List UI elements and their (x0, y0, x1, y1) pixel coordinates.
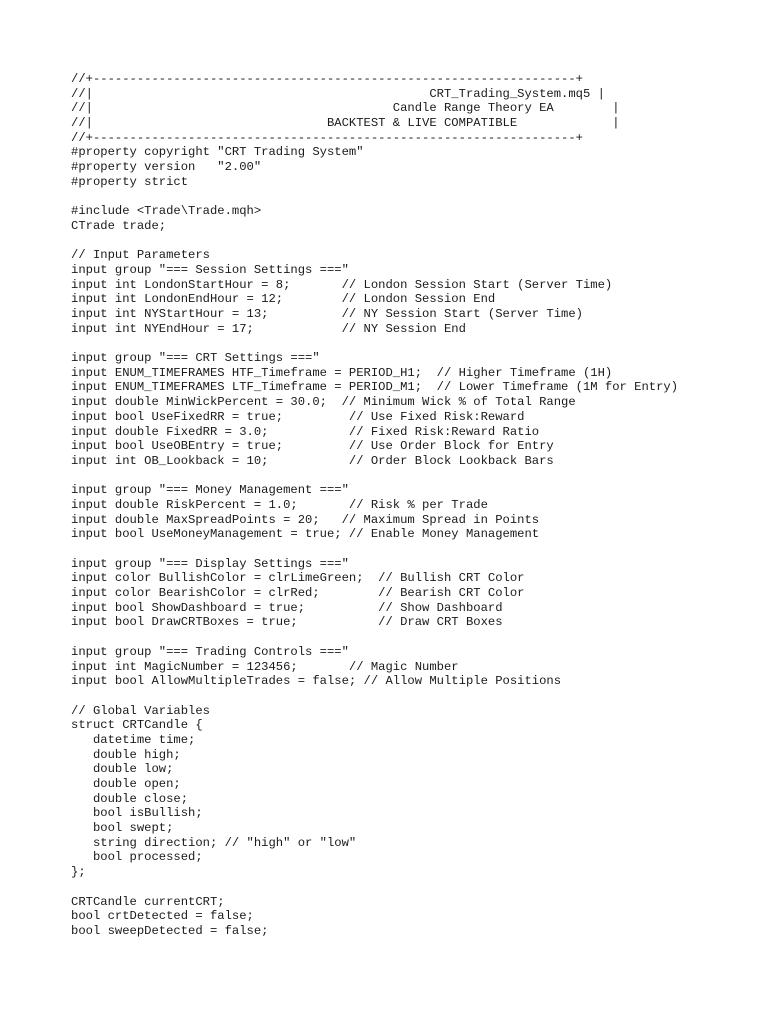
code-line: // Input Parameters (71, 248, 210, 263)
code-line: input double FixedRR = 3.0; // Fixed Risk:Reward Ratio (71, 424, 540, 439)
code-line: input bool UseMoneyManagement = true; // Enable Money Management (71, 527, 540, 542)
code-line: input bool DrawCRTBoxes = true; // Draw CRT Boxes (71, 615, 503, 630)
code-line: input group "=== Session Settings ===" (71, 262, 349, 277)
code-line: //+------------------------------------------------------------------+ (71, 72, 583, 86)
code-line: #property copyright "CRT Trading System" (71, 145, 364, 160)
code-line: string direction; // "high" or "low" (71, 835, 357, 850)
code-line: input bool UseOBEntry = true; // Use Order Block for Entry (71, 439, 554, 454)
code-line: input color BearishColor = clrRed; // Bearish CRT Color (71, 586, 525, 601)
code-line: input bool ShowDashboard = true; // Show Dashboard (71, 600, 503, 615)
code-line: input int MagicNumber = 123456; // Magic Number (71, 659, 459, 674)
code-line: //| Candle Range Theory EA | (71, 101, 620, 116)
code-line: input int LondonEndHour = 12; // London Session End (71, 292, 496, 307)
code-line: double high; (71, 747, 181, 762)
code-line: input int LondonStartHour = 8; // London Session Start (Server Time) (71, 277, 613, 292)
code-line (71, 880, 678, 895)
code-line: input double MinWickPercent = 30.0; // Minimum Wick % of Total Range (71, 395, 576, 410)
code-line: bool sweepDetected = false; (71, 923, 269, 938)
code-line: //+------------------------------------------------------------------+ (71, 130, 583, 145)
code-line: input bool UseFixedRR = true; // Use Fixed Risk:Reward (71, 409, 525, 424)
code-line: input group "=== Display Settings ===" (71, 556, 349, 571)
code-line (71, 190, 678, 205)
code-line: input int NYStartHour = 13; // NY Session Start (Server Time) (71, 307, 583, 321)
code-line: CTrade trade; (71, 218, 167, 233)
code-line (71, 689, 678, 704)
code-line: input int NYEndHour = 17; // NY Session End (71, 321, 466, 336)
code-line: struct CRTCandle { (71, 718, 203, 733)
code-line (71, 234, 678, 249)
code-line: double low; (71, 762, 174, 777)
code-line: input int OB_Lookback = 10; // Order Block Lookback Bars (71, 453, 554, 468)
code-line (71, 469, 678, 484)
code-line: bool isBullish; (71, 806, 203, 821)
code-line: input ENUM_TIMEFRAMES LTF_Timeframe = PERIOD_M1; // Lower Timeframe (1M for Entry) (71, 380, 679, 395)
code-line: #property strict (71, 174, 189, 189)
code-line: input group "=== Money Management ===" (71, 483, 349, 498)
code-line: bool swept; (71, 821, 174, 836)
code-line: input double RiskPercent = 1.0; // Risk % per Trade (71, 497, 488, 512)
code-line: //| BACKTEST & LIVE COMPATIBLE | (71, 116, 620, 131)
code-line (71, 630, 678, 645)
code-line: }; (71, 865, 86, 880)
code-line (71, 336, 678, 351)
code-line: input group "=== CRT Settings ===" (71, 351, 320, 366)
code-line: #include <Trade\Trade.mqh> (71, 204, 262, 219)
code-line: input color BullishColor = clrLimeGreen; // Bullish CRT Color (71, 571, 525, 586)
code-line (71, 542, 678, 557)
code-line: datetime time; (71, 732, 196, 747)
code-line: double open; (71, 777, 181, 791)
code-line: input bool AllowMultipleTrades = false; // Allow Multiple Positions (71, 674, 562, 689)
code-line: // Global Variables (71, 703, 210, 718)
code-line: double close; (71, 791, 189, 806)
code-line: #property version "2.00" (71, 160, 262, 175)
code-line: CRTCandle currentCRT; (71, 894, 225, 909)
code-line: bool crtDetected = false; (71, 909, 254, 924)
source-code-listing (71, 72, 678, 939)
code-line: input double MaxSpreadPoints = 20; // Maximum Spread in Points (71, 512, 540, 527)
code-line: input group "=== Trading Controls ===" (71, 644, 349, 659)
code-line: bool processed; (71, 850, 203, 865)
code-line: //| CRT_Trading_System.mq5 | (71, 86, 605, 101)
code-line: input ENUM_TIMEFRAMES HTF_Timeframe = PERIOD_H1; // Higher Timeframe (1H) (71, 365, 613, 380)
